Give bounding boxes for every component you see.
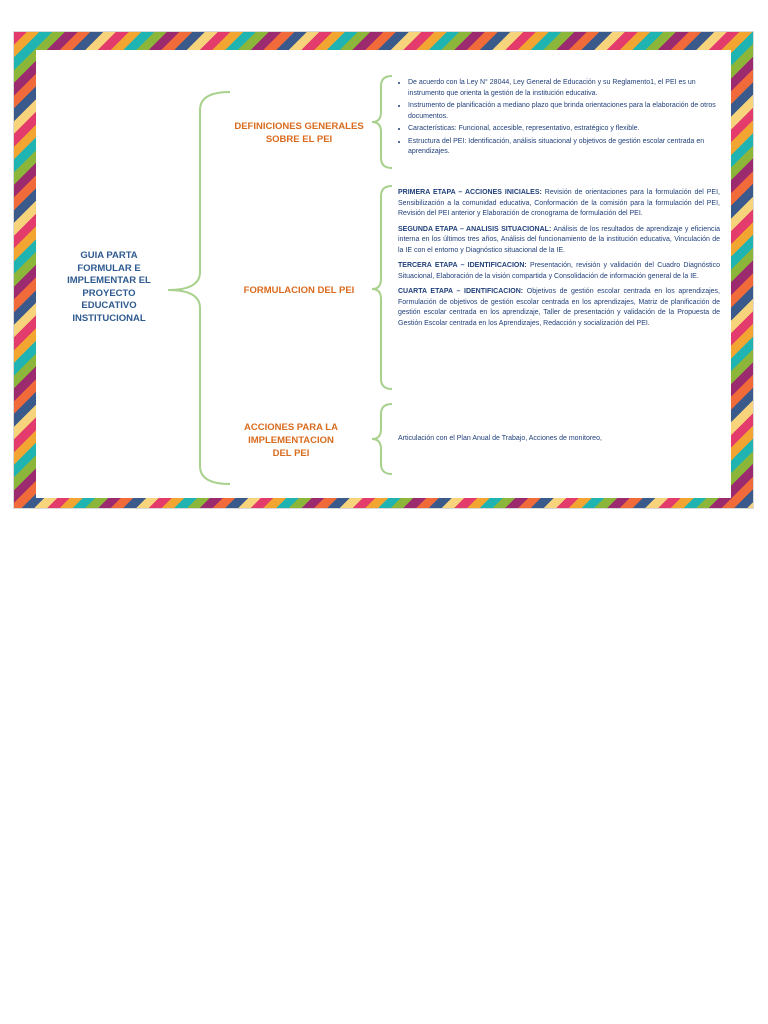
etapa-label: CUARTA ETAPA – IDENTIFICACION: [398, 288, 524, 295]
acciones-text: Articulación con el Plan Anual de Trabajo, Acciones de monitoreo, [398, 435, 602, 442]
etapa-text: Objetivos de gestión escolar centrada en los aprendizajes, Formulación de objetivos de gestión escolar centrada en los aprendizajes, Matriz de planificación de gestión escolar centrada en los aprendizaje, Taller de presentación y validación de la Propuesta de Gestión Escolar centrada en los Aprendizajes, Redacción y socialización del PEI. [398, 288, 720, 327]
etapas-list [398, 188, 720, 334]
definicion-item: • Características: Funcional, accesible, representativo, estratégico y flexible. [408, 124, 718, 135]
branch-acciones-implementacion: ACCIONES PARA LA IMPLEMENTACION DEL PEI [244, 422, 338, 459]
etapa-text: Análisis de los resultados de aprendizaje y eficiencia interna en los últimos tres años, Análisis del funcionamiento de la institución educativa, Vinculación de la IE con el entorno y Diagnóstico situacional de la IE. [398, 225, 720, 254]
etapa-text: Presentación, revisión y validación del Cuadro Diagnóstico Situacional, Elaboración de la visión compartida y Consolidación de información general de la IE. [398, 262, 721, 280]
definicion-item: • Instrumento de planificación a mediano plazo que brinda orientaciones para la elaboración de otros documentos. [408, 101, 718, 122]
etapa-label: PRIMERA ETAPA – ACCIONES INICIALES: [398, 189, 542, 196]
branch-definiciones-generales: DEFINICIONES GENERALES SOBRE EL PEI [234, 121, 364, 145]
etapa-item [398, 225, 720, 257]
bracket-formulacion [372, 186, 392, 389]
bracket-definiciones [372, 76, 392, 168]
definicion-item: • Estructura del PEI: Identificación, análisis situacional y objetivos de gestión escolar centrada en aprendizajes. [408, 137, 718, 158]
central-topic: GUIA PARTA FORMULAR E IMPLEMENTAR EL PROYECTO EDUCATIVO INSTITUCIONAL [67, 250, 151, 324]
etapa-item [398, 261, 720, 282]
etapa-item [398, 287, 720, 329]
etapa-text: Revisión de orientaciones para la formulación del PEI, Sensibilización a la comunidad educativa, Conformación de la comisión para la formulación del PEI, Revisión del PEI anterior y Elaboración de cronograma de formulación del PEI. [398, 189, 720, 217]
etapa-item [398, 188, 720, 220]
definiciones-list [396, 78, 718, 160]
branch-formulacion-pei: FORMULACION DEL PEI [243, 285, 355, 296]
etapa-label: SEGUNDA ETAPA – ANALISIS SITUACIONAL: [398, 225, 552, 233]
definicion-item: • De acuerdo con la Ley N° 28044, Ley General de Educación y su Reglamento1, el PEI es un instrumento que orienta la gestión de la institución educativa. [408, 78, 718, 99]
etapa-label: TERCERA ETAPA – IDENTIFICACION: [398, 262, 527, 269]
main-bracket [168, 92, 230, 484]
bracket-acciones [372, 404, 392, 474]
